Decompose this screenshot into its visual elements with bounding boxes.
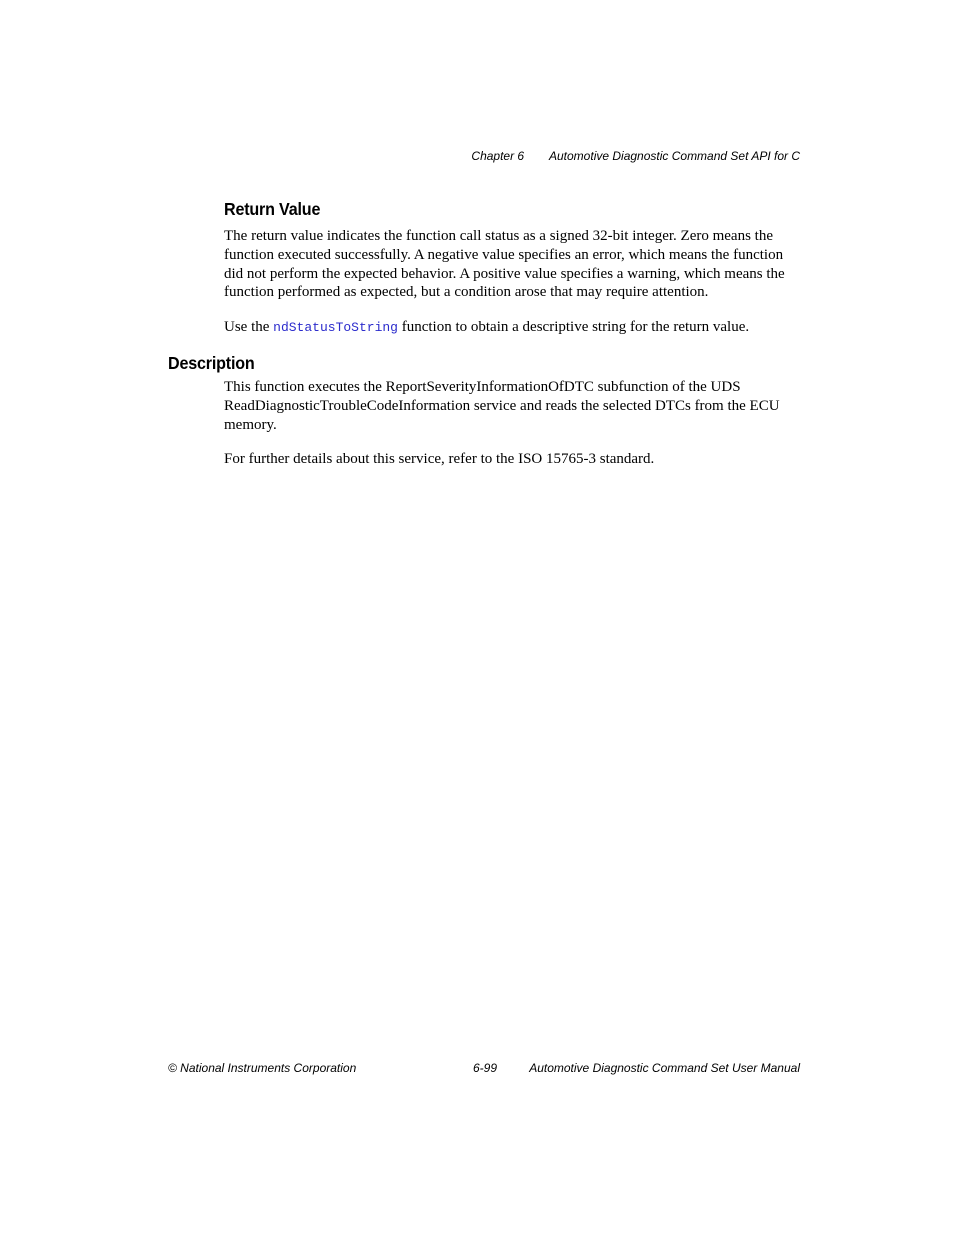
status-to-string-paragraph: [224, 318, 804, 338]
use-text-after: function to obtain a descriptive string for the return value.: [397, 319, 750, 335]
use-text-before: Use the: [224, 319, 274, 335]
footer-copyright: © National Instruments Corporation: [168, 1061, 357, 1075]
return-value-heading: Return Value: [224, 199, 321, 219]
footer-page-number: 6-99: [473, 1061, 498, 1075]
running-header: [471, 149, 800, 163]
description-heading: Description: [168, 353, 255, 373]
footer-manual-title: Automotive Diagnostic Command Set User Manual: [529, 1061, 800, 1075]
ndstatustostring-link[interactable]: ndStatusToString: [273, 320, 398, 335]
return-value-paragraph: The return value indicates the function call status as a signed 32-bit integer. Zero means the function executed successfully. A negative value specifies an error, which means the function did not perform the expected behavior. A positive value specifies a warning, which means the function performed as expected, but a condition arose that may require attention.: [224, 228, 785, 301]
description-paragraph: This function executes the ReportSeverityInformationOfDTC subfunction of the UDS ReadDiagnosticTroubleCodeInformation service and reads the selected DTCs from the ECU memory.: [224, 379, 780, 433]
chapter-title: Automotive Diagnostic Command Set API for C: [549, 149, 800, 163]
further-details-paragraph: For further details about this service, refer to the ISO 15765-3 standard.: [224, 451, 655, 467]
chapter-label: Chapter 6: [471, 149, 525, 163]
